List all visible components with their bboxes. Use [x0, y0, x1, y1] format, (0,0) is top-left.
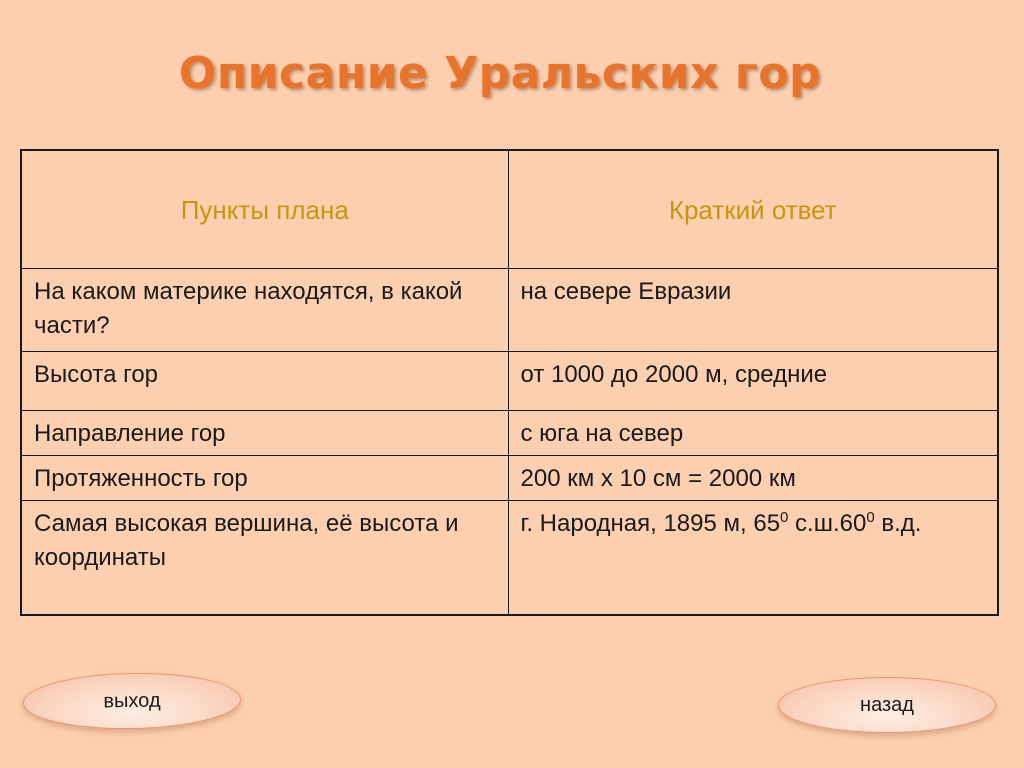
page-title: Описание Уральских гор	[178, 48, 822, 99]
answer-text: в.д.	[874, 510, 922, 537]
degree-superscript: 0	[866, 509, 875, 526]
plan-item-cell: Протяженность гор	[21, 456, 508, 501]
header-plan-items: Пункты плана	[21, 150, 508, 269]
table-row	[21, 352, 998, 411]
answer-cell: от 1000 до 2000 м, средние	[508, 352, 998, 411]
answer-text: с.ш.60	[788, 510, 867, 537]
table-row	[21, 501, 998, 616]
exit-button[interactable]: выход	[23, 671, 242, 731]
answer-text: г. Народная, 1895 м, 65	[520, 510, 781, 537]
plan-item-cell: Направление гор	[21, 411, 508, 456]
degree-superscript: 0	[780, 509, 789, 526]
table-header-row	[21, 150, 998, 269]
plan-table	[20, 149, 999, 616]
table-row	[21, 269, 998, 352]
back-button[interactable]: назад	[778, 677, 996, 733]
answer-cell: с юга на север	[508, 411, 998, 456]
plan-item-cell: Самая высокая вершина, её высота и координаты	[21, 501, 508, 616]
header-short-answer: Краткий ответ	[508, 150, 998, 269]
answer-cell: 200 км х 10 см = 2000 км	[508, 456, 998, 501]
plan-item-cell: Высота гор	[21, 352, 508, 411]
table-row	[21, 411, 998, 456]
table-row	[21, 456, 998, 501]
answer-cell	[508, 501, 998, 616]
plan-item-cell: На каком материке находятся, в какой части?	[21, 269, 508, 352]
answer-cell: на севере Евразии	[508, 269, 998, 352]
